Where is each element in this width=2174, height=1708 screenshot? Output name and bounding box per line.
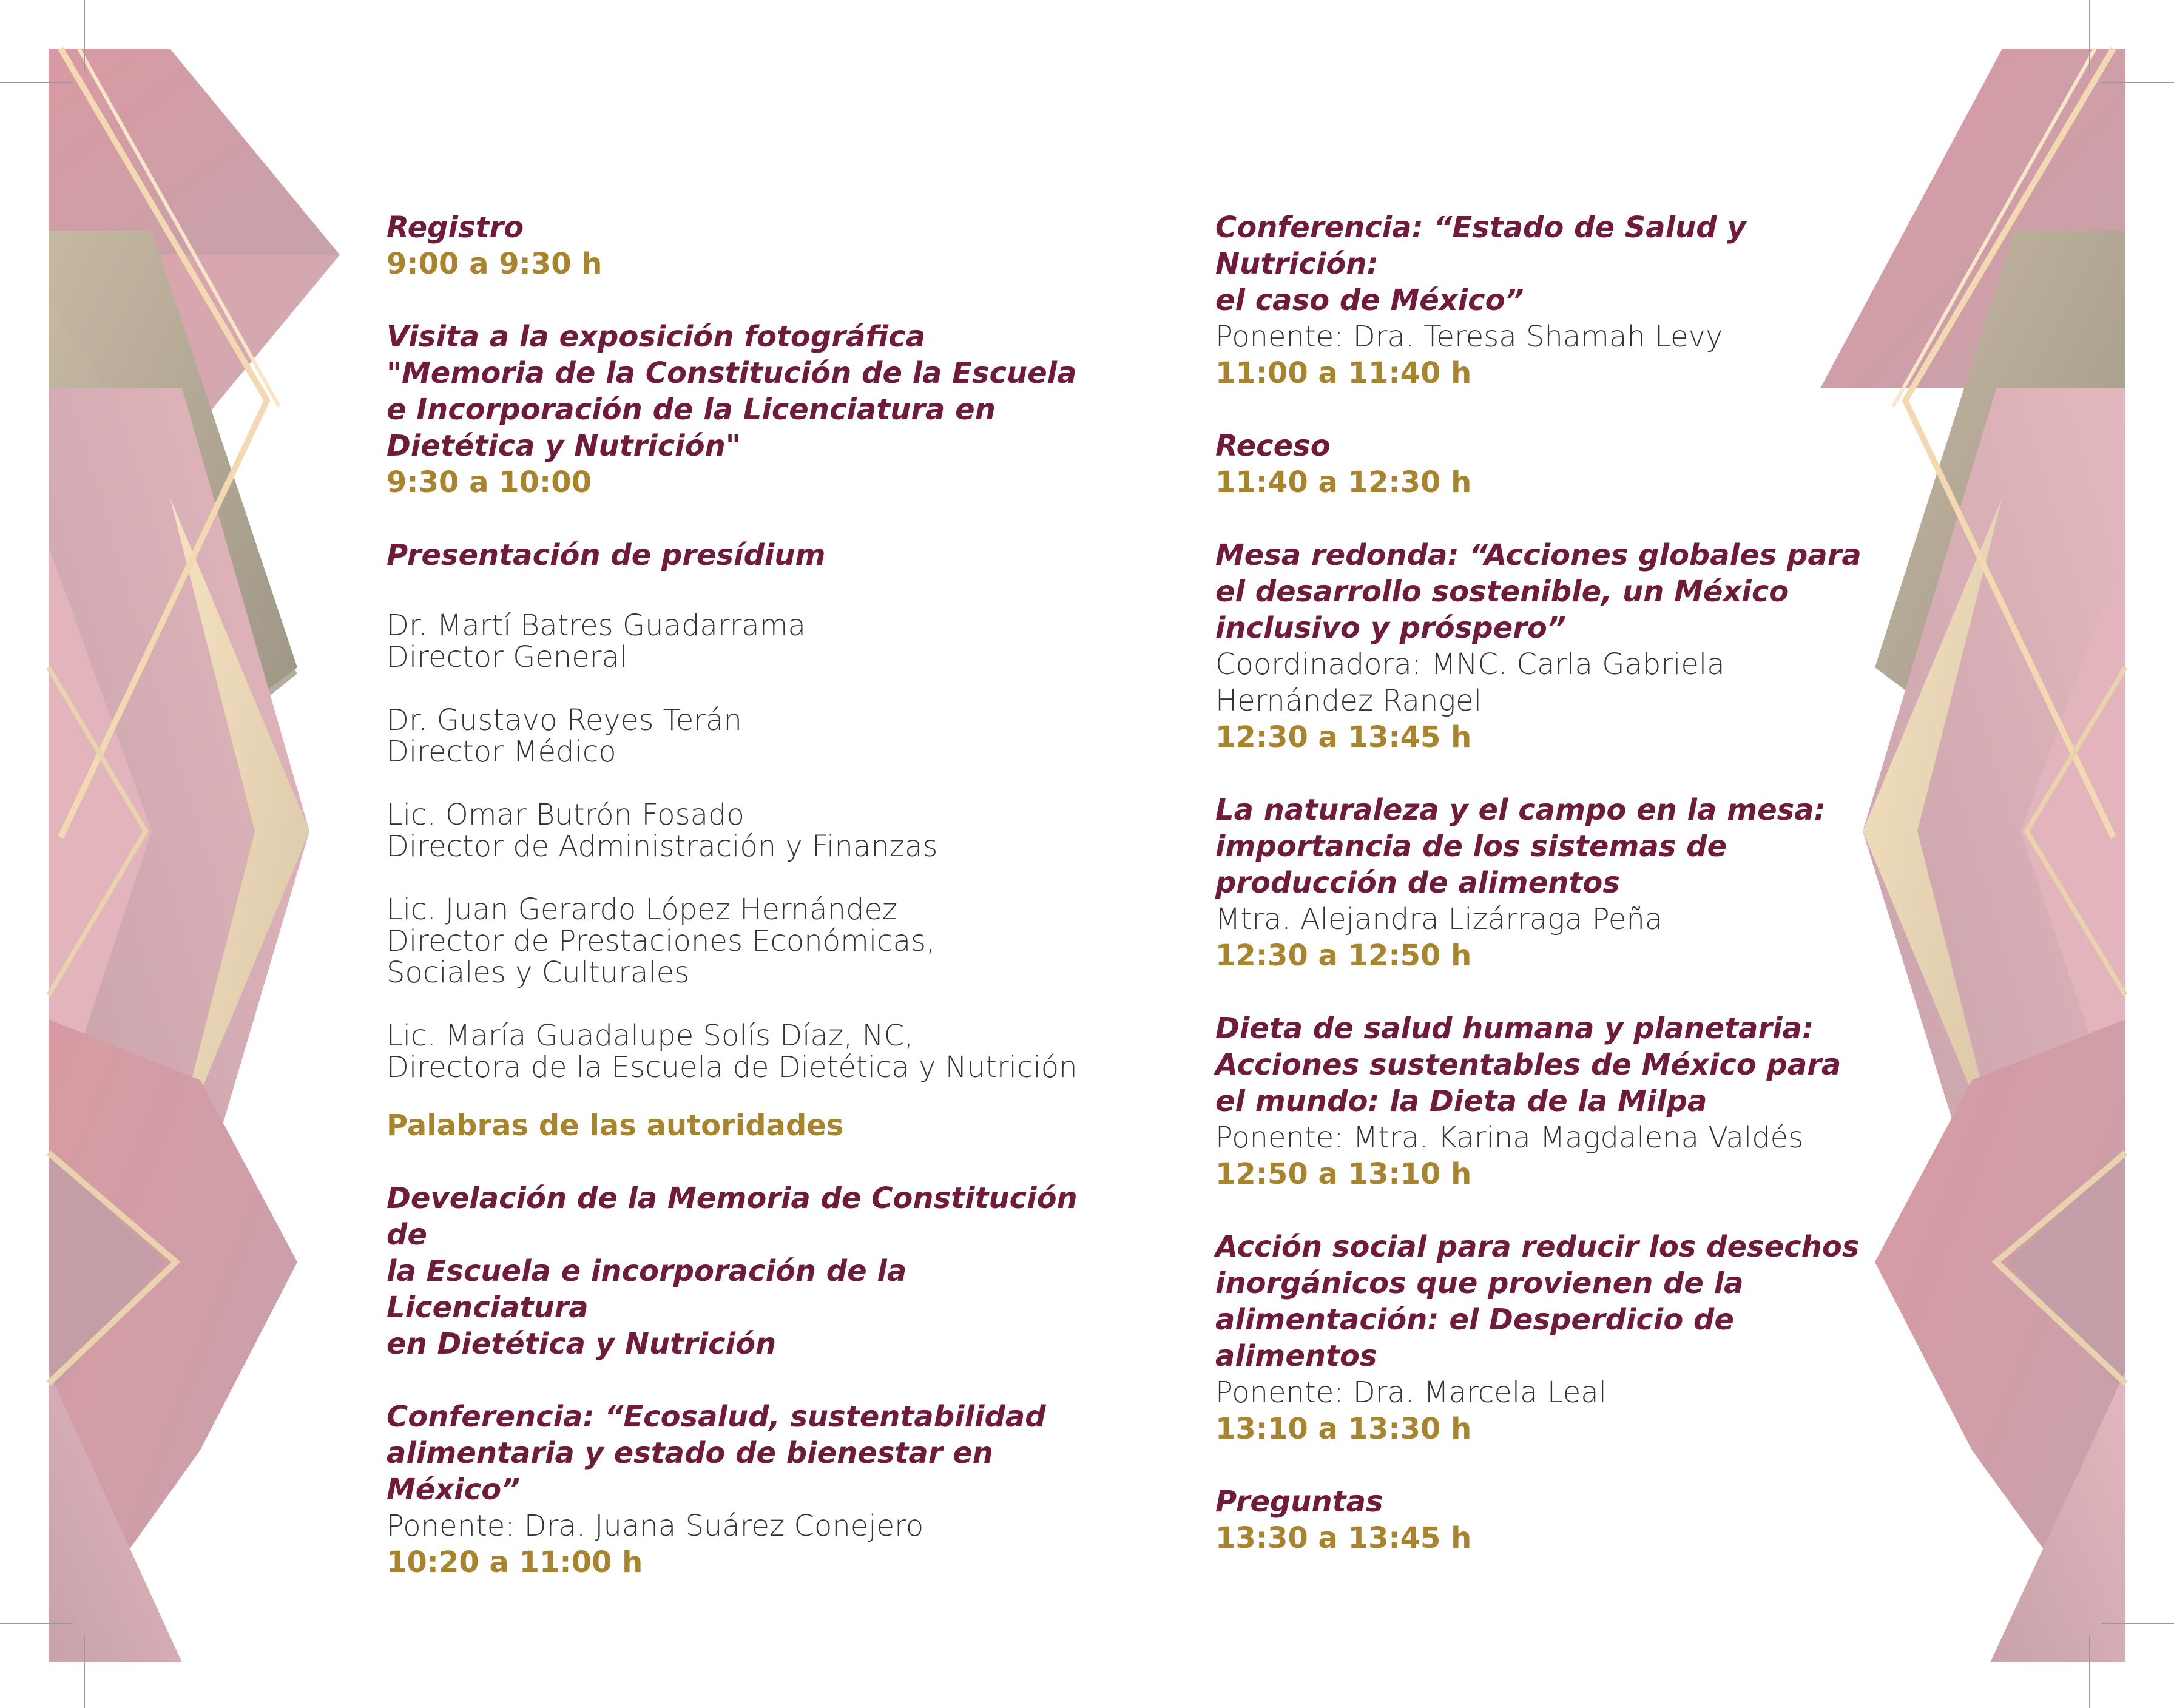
program-item-presidium: [387, 537, 1078, 1083]
item-time: 12:30 a 12:50 h: [1215, 939, 1472, 973]
item-time: 9:30 a 10:00: [387, 465, 592, 499]
left-chevron-stack: [49, 49, 340, 1662]
item-time: 12:30 a 13:45 h: [1215, 720, 1472, 754]
item-speaker: Coordinadora: MNC. Carla Gabriela Hernández Rangel: [1215, 647, 1725, 718]
person-role: Director de Prestaciones Económicas, Sociales y Culturales: [387, 924, 936, 990]
item-title: Preguntas: [1215, 1485, 1383, 1519]
crop-mark: [84, 1635, 85, 1708]
item-speaker: Ponente: Dra. Teresa Shamah Levy: [1215, 320, 1723, 354]
person-name: Lic. María Guadalupe Solís Díaz, NC,: [387, 1019, 914, 1053]
item-title: La naturaleza y el campo en la mesa: importancia de los sistemas de producción de alimentos: [1215, 793, 1826, 900]
presidium-person: [387, 1020, 1078, 1083]
item-speaker: Mtra. Alejandra Lizárraga Peña: [1215, 902, 1663, 936]
item-speaker: Ponente: Dra. Marcela Leal: [1215, 1376, 1607, 1409]
program-left-column: [387, 209, 1078, 1617]
presidium-person: [387, 894, 1078, 988]
crop-mark: [2101, 1623, 2174, 1624]
person-name: Dr. Martí Batres Guadarrama: [387, 609, 806, 643]
program-item-conferencia-salud: [1215, 209, 1883, 391]
item-title: Visita a la exposición fotográfica "Memoria de la Constitución de la Escuela e Incorporación de la Licenciatura en Dietética y Nutrición": [387, 320, 1077, 463]
presidium-person: [387, 704, 1078, 768]
crop-mark: [2089, 0, 2090, 73]
crop-mark: [2089, 1635, 2090, 1708]
item-speaker: Ponente: Mtra. Karina Magdalena Valdés: [1215, 1121, 1804, 1155]
crop-mark: [84, 0, 85, 73]
program-right-column: [1215, 209, 1883, 1593]
item-time: 11:40 a 12:30 h: [1215, 465, 1472, 499]
program-item-accion-social: [1215, 1229, 1883, 1447]
item-title: Dieta de salud humana y planetaria: Acciones sustentables de México para el mundo: la Dieta de la Milpa: [1215, 1011, 1841, 1118]
program-item-develacion: [387, 1180, 1078, 1362]
item-title: Develación de la Memoria de Constitución de la Escuela e incorporación de la Licenciatura en Dietética y Nutrición: [387, 1181, 1078, 1361]
person-role: Directora de la Escuela de Dietética y Nutrición: [387, 1050, 1078, 1084]
program-item-receso: [1215, 428, 1883, 501]
item-speaker: Ponente: Dra. Juana Suárez Conejero: [387, 1509, 924, 1543]
item-title: Palabras de las autoridades: [387, 1109, 844, 1143]
program-item-palabras: [387, 1107, 1078, 1144]
person-name: Lic. Juan Gerardo López Hernández: [387, 893, 898, 927]
item-title: Conferencia: “Ecosalud, sustentabilidad alimentaria y estado de bienestar en México”: [387, 1400, 1046, 1507]
person-name: Lic. Omar Butrón Fosado: [387, 798, 744, 832]
item-title: Conferencia: “Estado de Salud y Nutrición: el caso de México”: [1215, 211, 1746, 317]
item-title: Presentación de presídium: [387, 538, 826, 572]
person-role: Director General: [387, 640, 628, 674]
program-item-registro: [387, 209, 1078, 282]
item-time: 10:20 a 11:00 h: [387, 1545, 643, 1579]
item-time: 13:30 a 13:45 h: [1215, 1521, 1472, 1555]
person-role: Director de Administración y Finanzas: [387, 829, 938, 863]
program-item-dieta: [1215, 1010, 1883, 1192]
crop-mark: [0, 1623, 73, 1624]
presidium-person: [387, 610, 1078, 673]
item-title: Registro: [387, 211, 524, 245]
presidium-person: [387, 799, 1078, 862]
crop-mark: [2101, 82, 2174, 83]
item-title: Mesa redonda: “Acciones globales para el desarrollo sostenible, un México inclusivo y próspero”: [1215, 538, 1862, 645]
person-role: Director Médico: [387, 735, 616, 769]
item-title: Receso: [1215, 429, 1331, 463]
person-name: Dr. Gustavo Reyes Terán: [387, 703, 742, 737]
item-time: 12:50 a 13:10 h: [1215, 1157, 1472, 1191]
program-item-mesa-redonda: [1215, 537, 1883, 755]
program-item-conferencia-ecosalud: [387, 1399, 1078, 1581]
crop-mark: [0, 82, 73, 83]
item-title: Acción social para reducir los desechos inorgánicos que provienen de la alimentación: el Desperdicio de alimentos: [1215, 1230, 1860, 1373]
program-item-visita: [387, 319, 1078, 501]
item-time: 11:00 a 11:40 h: [1215, 356, 1472, 390]
program-item-naturaleza: [1215, 792, 1883, 974]
item-time: 13:10 a 13:30 h: [1215, 1412, 1472, 1446]
item-time: 9:00 a 9:30 h: [387, 247, 603, 281]
program-item-preguntas: [1215, 1484, 1883, 1556]
